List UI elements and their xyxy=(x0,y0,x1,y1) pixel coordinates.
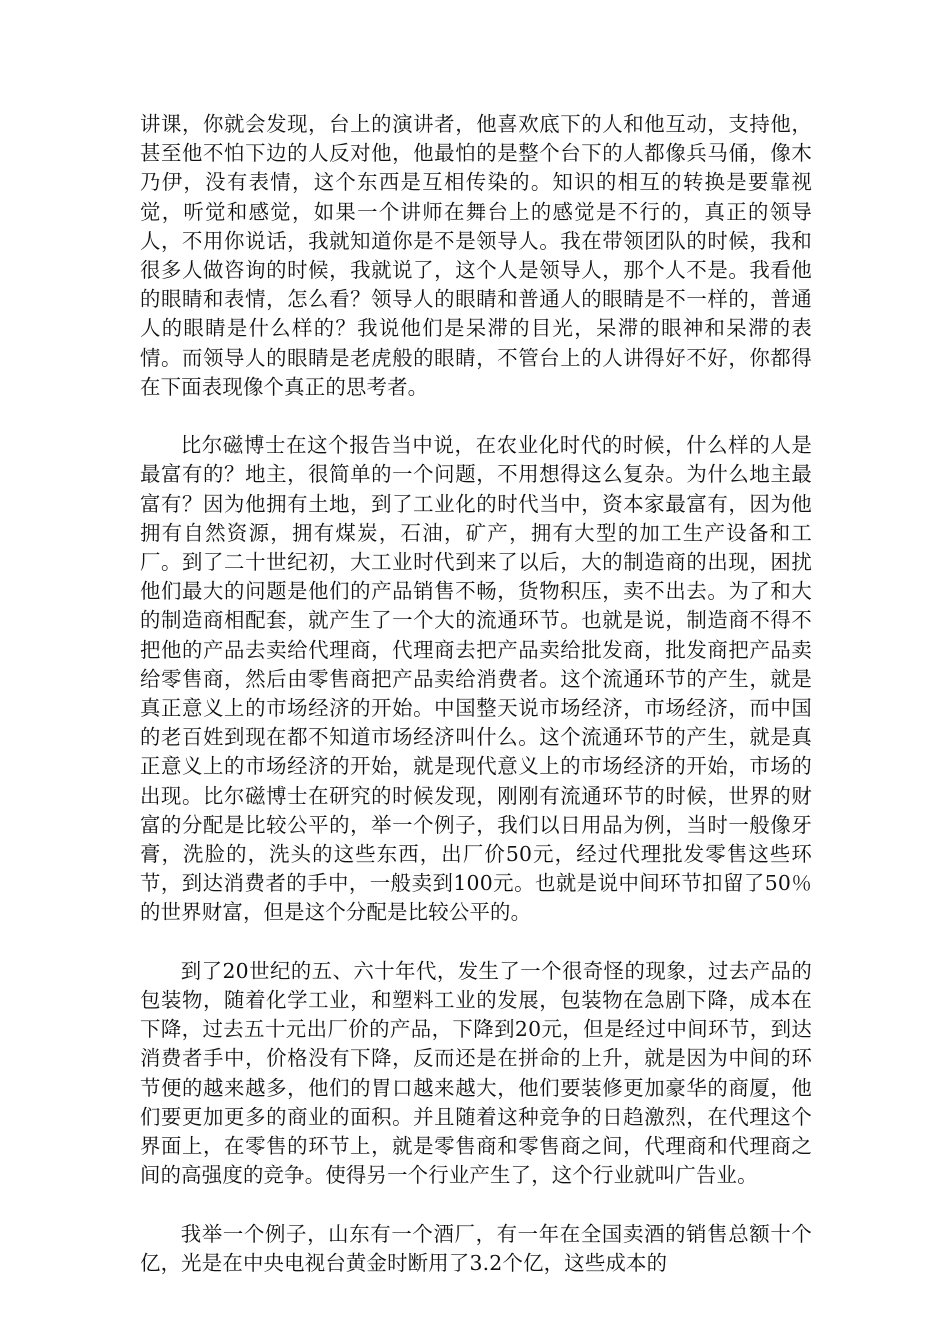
document-page xyxy=(140,110,812,1307)
paragraph-2: 比尔磁博士在这个报告当中说，在农业化时代的时候，什么样的人是最富有的？地主，很简单的一个问题，不用想得这么复杂。为什么地主最富有？因为他拥有土地，到了工业化的时代当中，资本家最富有，因为他拥有自然资源，拥有煤炭，石油，矿产，拥有大型的加工生产设备和工厂。到了二十世纪初，大工业时代到来了以后，大的制造商的出现，困扰他们最大的问题是他们的产品销售不畅，货物积压，卖不出去。为了和大的制造商相配套，就产生了一个大的流通环节。也就是说，制造商不得不把他的产品去卖给代理商，代理商去把产品卖给批发商，批发商把产品卖给零售商，然后由零售商把产品卖给消费者。这个流通环节的产生，就是真正意义上的市场经济的开始。中国整天说市场经济，市场经济，而中国的老百姓到现在都不知道市场经济叫什么。这个流通环节的产生，就是真正意义上的市场经济的开始，就是现代意义上的市场经济的开始，市场的出现。比尔磁博士在研究的时候发现，刚刚有流通环节的时候，世界的财富的分配是比较公平的，举一个例子，我们以日用品为例，当时一般像牙膏，洗脸的，洗头的这些东西，出厂价50元，经过代理批发零售这些环节，到达消费者的手中，一般卖到100元。也就是说中间环节扣留了50％的世界财富，但是这个分配是比较公平的。 xyxy=(140,433,812,925)
paragraph-3: 到了20世纪的五、六十年代，发生了一个很奇怪的现象，过去产品的包装物，随着化学工业，和塑料工业的发展，包装物在急剧下降，成本在下降，过去五十元出厂价的产品，下降到20元，但是经过中间环节，到达消费者手中，价格没有下降，反而还是在拼命的上升，就是因为中间的环节便的越来越多，他们的胃口越来越大，他们要装修更加豪华的商厦，他们要更加更多的商业的面积。并且随着这种竞争的日趋激烈，在代理这个界面上，在零售的环节上，就是零售商和零售商之间，代理商和代理商之间的高强度的竞争。使得另一个行业产生了，这个行业就叫广告业。 xyxy=(140,958,812,1188)
paragraph-1: 讲课，你就会发现，台上的演讲者，他喜欢底下的人和他互动，支持他，甚至他不怕下边的人反对他，他最怕的是整个台下的人都像兵马俑，像木乃伊，没有表情，这个东西是互相传染的。知识的相互的转换是要靠视觉，听觉和感觉，如果一个讲师在舞台上的感觉是不行的，真正的领导人，不用你说话，我就知道你是不是领导人。我在带领团队的时候，我和很多人做咨询的时候，我就说了，这个人是领导人，那个人不是。我看他的眼睛和表情，怎么看？领导人的眼睛和普通人的眼睛是不一样的，普通人的眼睛是什么样的？我说他们是呆滞的目光，呆滞的眼神和呆滞的表情。而领导人的眼睛是老虎般的眼睛，不管台上的人讲得好不好，你都得在下面表现像个真正的思考者。 xyxy=(140,112,812,399)
paragraph-4: 我举一个例子，山东有一个酒厂，有一年在全国卖酒的销售总额十个亿，光是在中央电视台黄金时断用了3.2个亿，这些成本的 xyxy=(140,1221,812,1275)
